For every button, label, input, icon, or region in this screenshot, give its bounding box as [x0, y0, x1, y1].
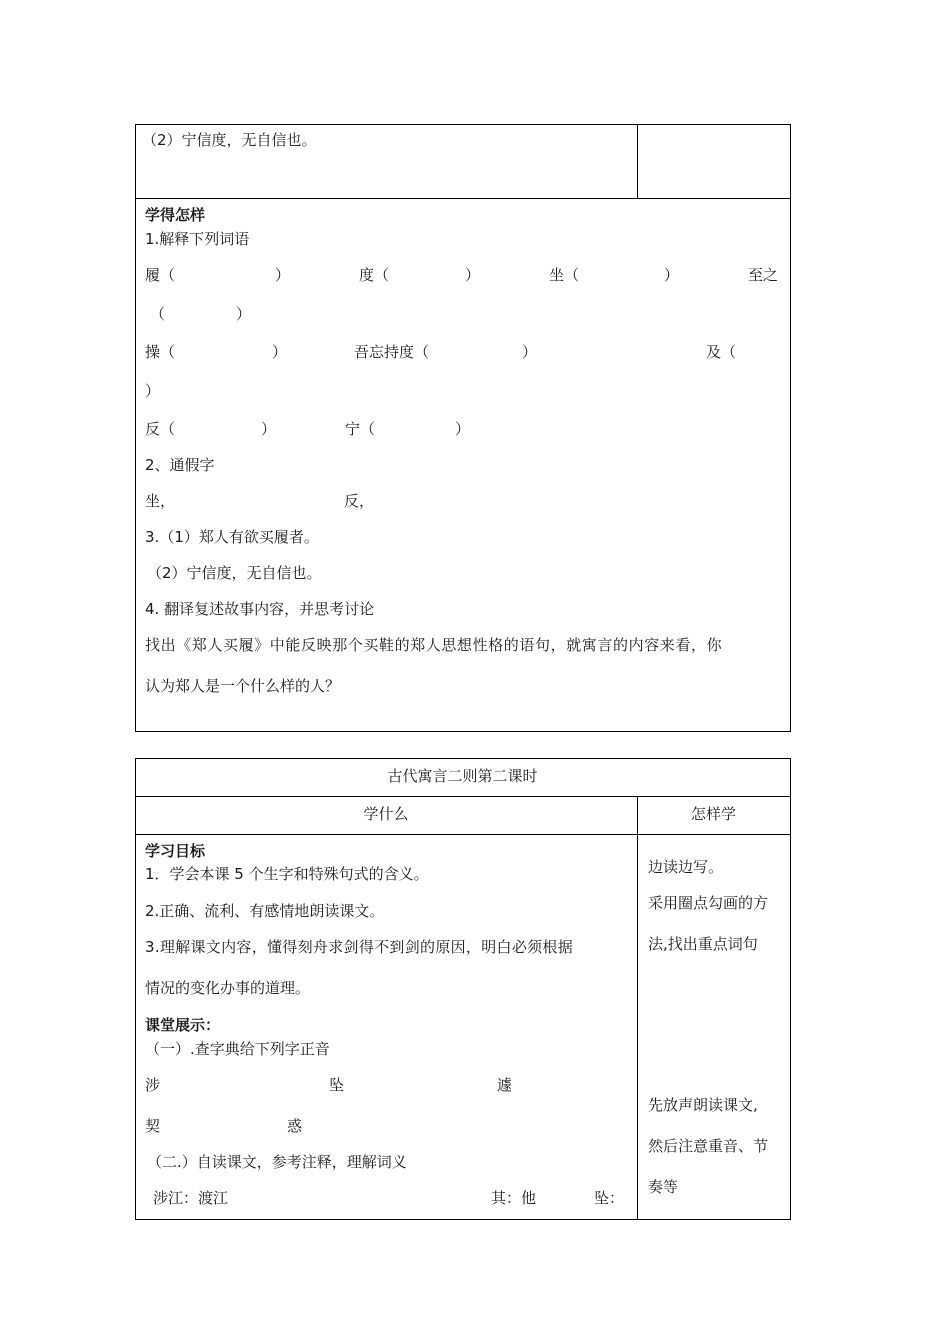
q1-term-du: 度（ — [359, 266, 390, 284]
goal-3-cont: 情况的变化办事的道理。 — [145, 979, 311, 997]
q1-term-cao: 操（ — [145, 343, 176, 361]
table2-left-border — [135, 758, 136, 1220]
table1-right-border — [790, 124, 791, 732]
method-note-5: 然后注意重音、节 — [648, 1137, 769, 1155]
method-note-3: 法,找出重点词句 — [648, 935, 758, 953]
char-qi: 契 — [145, 1117, 161, 1135]
goal-1: 1．学会本课 5 个生字和特殊句式的含义。 — [145, 865, 429, 883]
table1-column-divider — [637, 124, 638, 199]
q4-line1: 找出《郑人买履》中能反映那个买鞋的郑人思想性格的语句，就寓言的内容来看，你 — [145, 636, 723, 654]
q1-paren-close: ） — [465, 266, 481, 284]
table2-header-divider — [135, 834, 791, 835]
col1-header: 学什么 — [363, 805, 409, 823]
part1-title: （一）.查字典给下列字正音 — [145, 1040, 330, 1058]
gloss-zhui: 坠： — [594, 1189, 625, 1207]
display-title: 课堂展示： — [145, 1016, 221, 1034]
q1-term-lv: 履（ — [145, 266, 176, 284]
q2-title: 2、通假字 — [145, 456, 215, 474]
method-note-6: 奏等 — [648, 1178, 679, 1196]
q1-term-fan: 反（ — [145, 420, 176, 438]
table2-right-border — [790, 758, 791, 1220]
table2-column-divider — [637, 796, 638, 1220]
q1-paren-close: ） — [272, 343, 288, 361]
table1-top-border — [135, 124, 791, 125]
q1-paren-close: ） — [664, 266, 680, 284]
q1-paren-close: ） — [261, 420, 277, 438]
col2-header: 怎样学 — [690, 805, 736, 823]
table2-title: 古代寓言二则第二课时 — [387, 767, 538, 785]
q1-term-ji: 及（ — [706, 343, 737, 361]
q1-paren-open: （ — [150, 305, 166, 323]
gloss-shejiang: 涉江：渡江 — [153, 1189, 229, 1207]
row1-text: （2）宁信度，无自信也。 — [142, 131, 317, 149]
table2-bottom-border — [135, 1219, 791, 1220]
method-note-1: 边读边写。 — [648, 858, 724, 876]
table1-bottom-border — [135, 731, 791, 732]
char-huo: 惑 — [287, 1117, 303, 1135]
char-she: 涉 — [145, 1076, 161, 1094]
q3-2: （2）宁信度，无自信也。 — [147, 564, 322, 582]
q1-term-zuo: 坐（ — [549, 266, 580, 284]
q1-paren-close: ） — [236, 305, 252, 323]
q3-1: 3.（1）郑人有欲买履者。 — [145, 528, 319, 546]
q1-term-wuwangchidu: 吾忘持度（ — [354, 343, 430, 361]
goal-3: 3.理解课文内容，懂得刻舟求剑得不到剑的原因，明白必须根据 — [145, 938, 574, 956]
goal-2: 2.正确、流利、有感情地朗读课文。 — [145, 902, 385, 920]
q2-item-zuo: 坐， — [145, 492, 176, 510]
q1-title: 1.解释下列词语 — [145, 230, 250, 248]
section-title: 学得怎样 — [145, 206, 206, 224]
char-ju: 遽 — [497, 1076, 513, 1094]
table1-row-divider — [135, 198, 791, 199]
char-zhui: 坠 — [329, 1076, 345, 1094]
q2-item-fan: 反， — [344, 492, 375, 510]
table1-left-border — [135, 124, 136, 732]
q4-title: 4. 翻译复述故事内容，并思考讨论 — [145, 600, 375, 618]
q1-paren-close: ） — [275, 266, 291, 284]
method-note-2: 采用圈点勾画的方 — [648, 894, 769, 912]
goals-title: 学习目标 — [145, 842, 206, 860]
q1-paren-close: ） — [455, 420, 471, 438]
q4-line2: 认为郑人是一个什么样的人？ — [145, 677, 341, 695]
table2-title-divider — [135, 796, 791, 797]
q1-term-ning: 宁（ — [345, 420, 376, 438]
q1-term-zhizhi: 至之 — [748, 266, 779, 284]
q1-paren-close: ） — [145, 382, 161, 400]
q1-paren-close: ） — [522, 343, 538, 361]
part2-title: （二.）自读课文，参考注释，理解词义 — [147, 1153, 407, 1171]
gloss-qi: 其：他 — [491, 1189, 537, 1207]
method-note-4: 先放声朗读课文, — [648, 1096, 758, 1114]
table2-top-border — [135, 758, 791, 759]
